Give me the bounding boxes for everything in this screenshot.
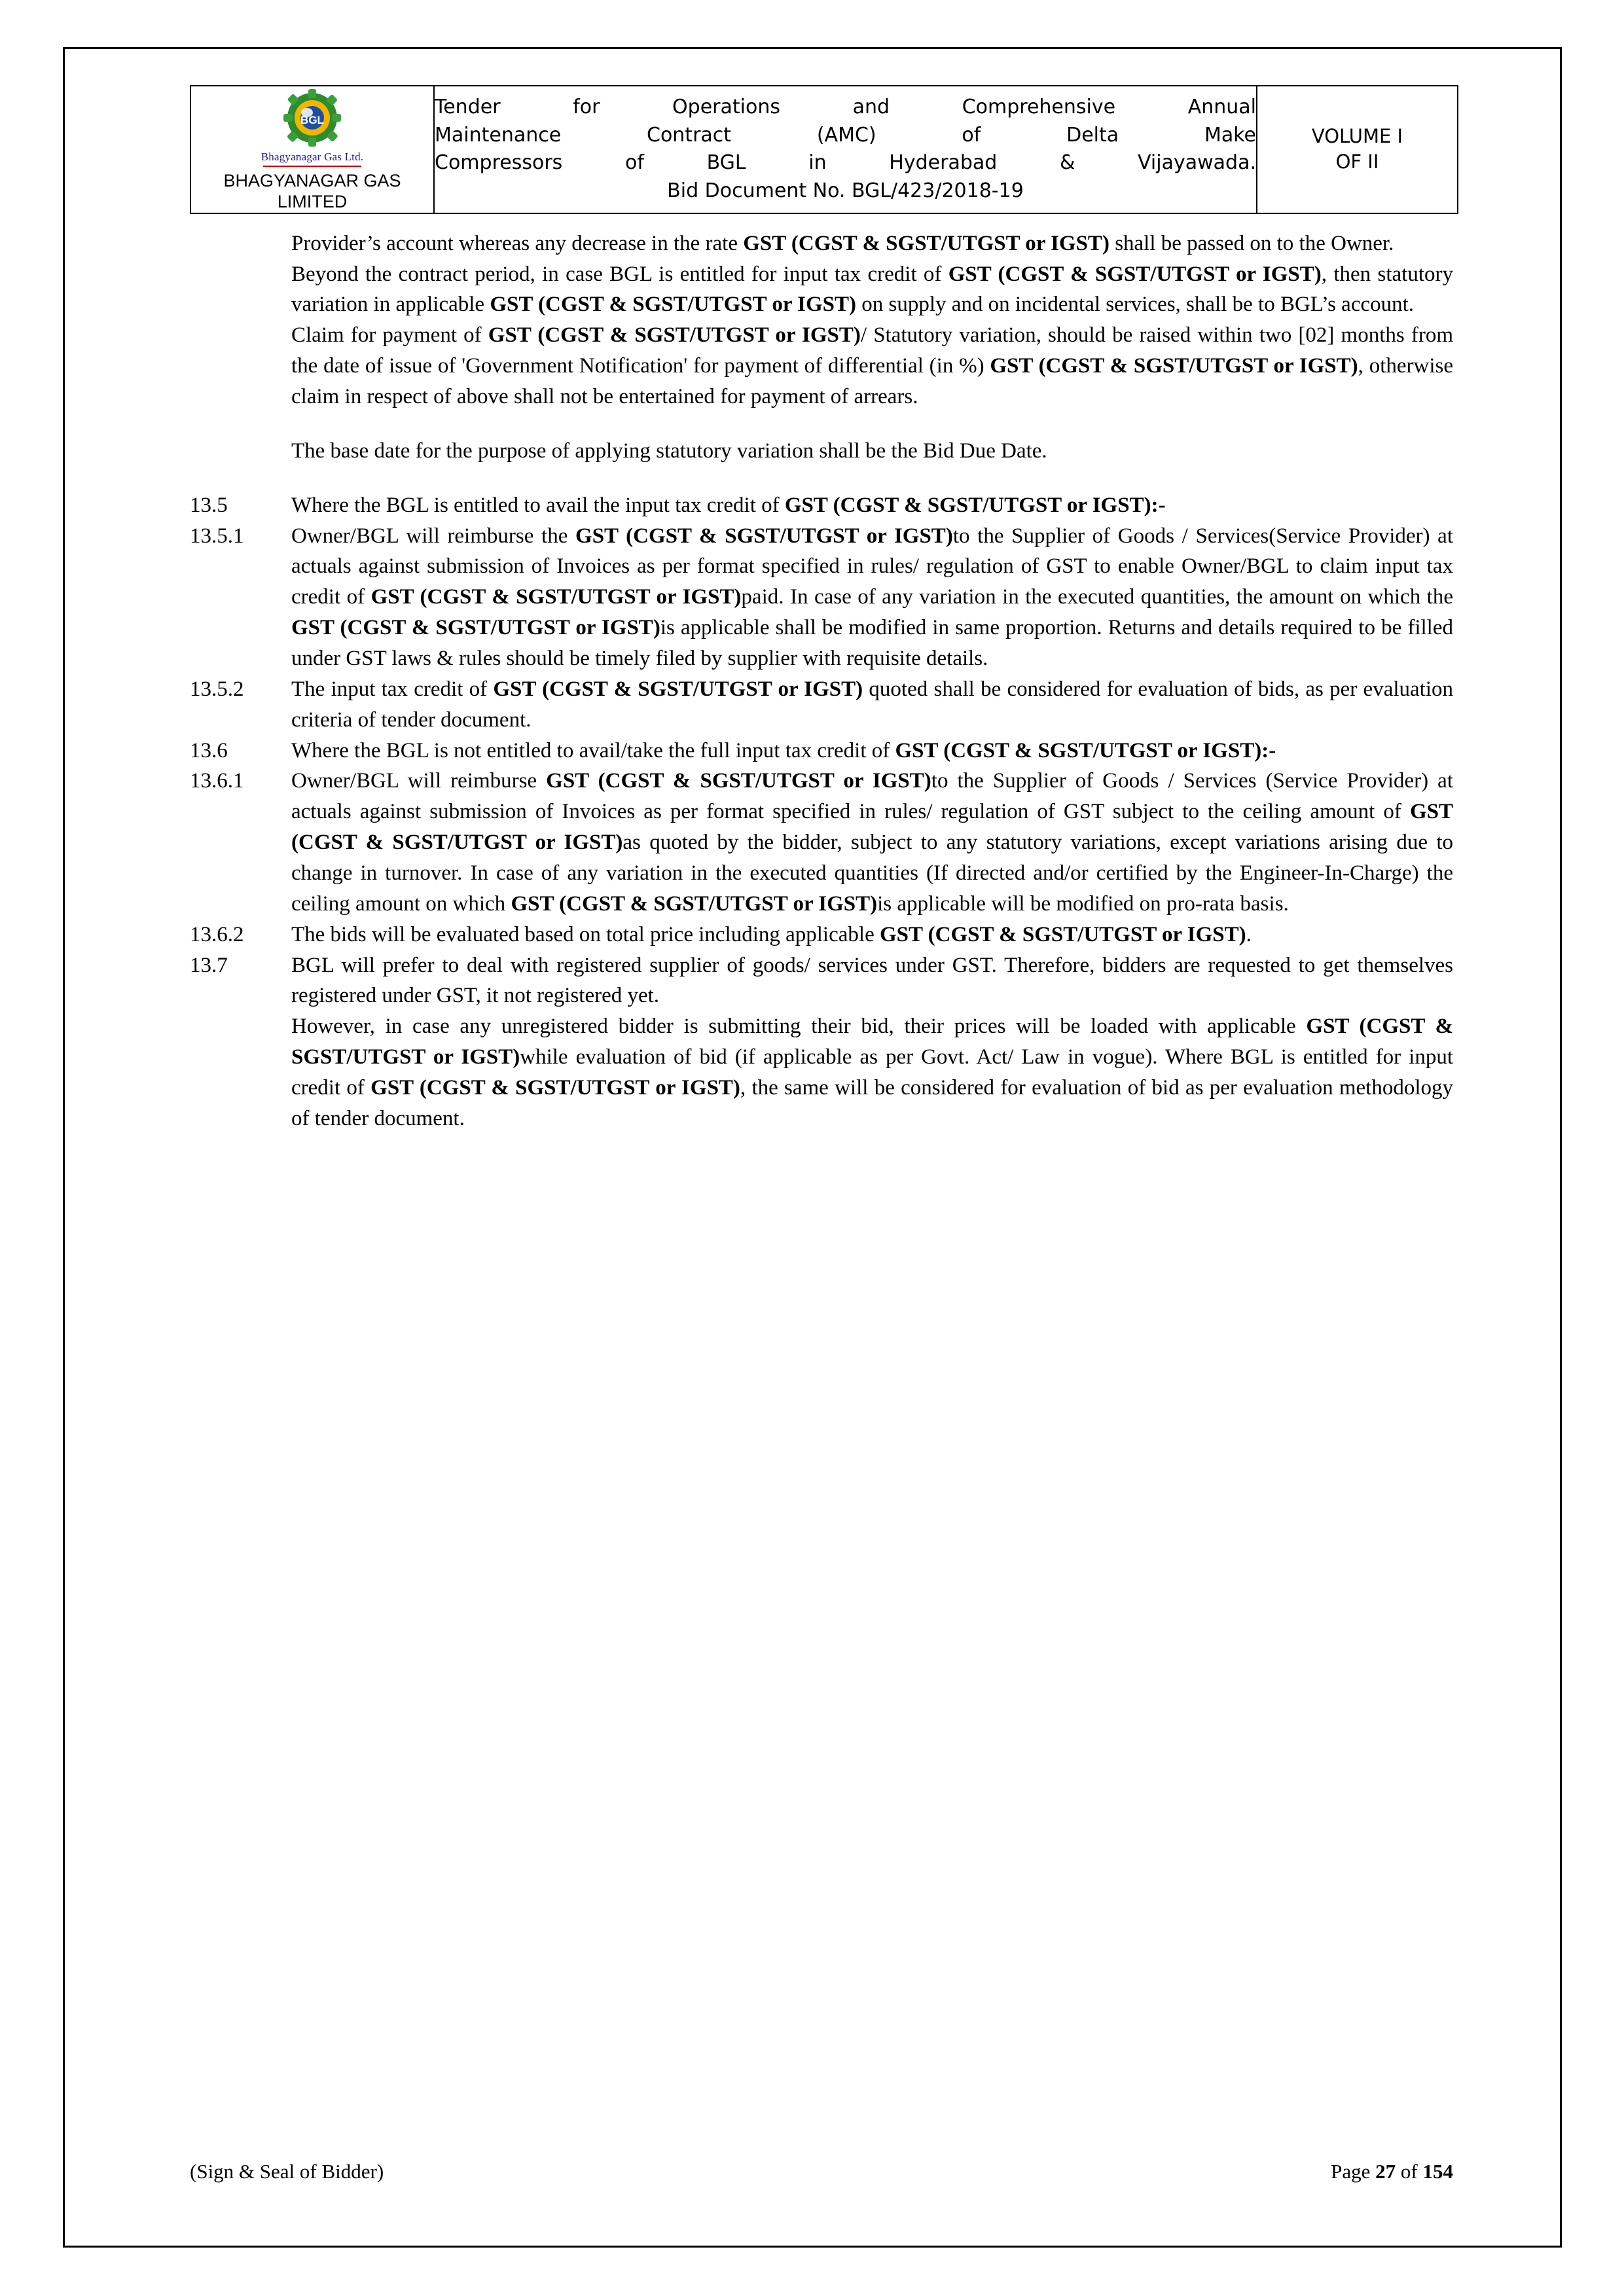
clause-13-5-1-g: is applicable shall be modified in same proportion. Returns and details required to be filled under GST laws & rules should be timely filed by supplier with requisite details.	[291, 616, 1453, 671]
clause-text	[291, 736, 1453, 766]
p2-text-e: on supply and on incidental services, shall be to BGL’s account.	[856, 293, 1415, 317]
header-title-line-2: Maintenance Contract (AMC) of Delta Make	[435, 123, 1256, 147]
paragraph-base-date: The base date for the purpose of applying statutory variation shall be the Bid Due Date.	[291, 439, 1047, 463]
page-content	[190, 85, 1453, 1134]
clause-13-6-2-a: The bids will be evaluated based on total price including applicable	[291, 922, 880, 946]
clause-text	[291, 950, 1453, 1134]
clause-13-7-para-1: BGL will prefer to deal with registered supplier of goods/ services under GST. Therefore, bidders are requested to get themselves registered under GST, it not registered yet.	[291, 953, 1453, 1008]
header-company-name	[191, 171, 433, 213]
header-title-cell	[434, 86, 1257, 213]
section-spacer	[190, 467, 1453, 490]
footer-of-word: of	[1396, 2160, 1423, 2183]
intro-paragraphs	[291, 228, 1453, 467]
header-title-line-1: Tender for Operations and Comprehensive Annual	[435, 96, 1256, 119]
header-logo-cell	[190, 86, 434, 213]
clause-text	[291, 521, 1453, 674]
footer-page-number	[1331, 2160, 1453, 2183]
clause-13-7-c: GST (CGST & SGST/UTGST or IGST)	[291, 1014, 1453, 1069]
clause-13-5-2-c: quoted shall be considered for evaluation of bids, as per evaluation criteria of tender document.	[291, 677, 1453, 732]
page-footer	[190, 2160, 1453, 2183]
clause-13-7-f: , the same will be considered for evaluation of bid as per evaluation methodology of tender document.	[291, 1076, 1453, 1130]
clause-13-6-1-c: to the Supplier of Goods / Services (Service Provider) at actuals against submission of Invoices as per format specified in rules/ regulation of GST subject to the ceiling amount of	[291, 769, 1453, 824]
p2-text-d: GST (CGST & SGST/UTGST or IGST)	[490, 293, 856, 317]
company-line-2: LIMITED	[277, 191, 348, 211]
footer-sign-seal: (Sign & Seal of Bidder)	[190, 2160, 384, 2183]
clause-number: 13.6.1	[190, 769, 244, 793]
clause-13-7-e: GST (CGST & SGST/UTGST or IGST)	[370, 1076, 740, 1100]
clause-13-5-2-b: GST (CGST & SGST/UTGST or IGST)	[493, 677, 863, 701]
clause-13-5-a: Where the BGL is entitled to avail the input tax credit of	[291, 493, 785, 517]
clause-13-5-1	[190, 521, 1453, 674]
clause-text	[291, 920, 1453, 950]
header-volume-cell	[1257, 86, 1458, 213]
p3-text-b: GST (CGST & SGST/UTGST or IGST)	[488, 323, 861, 348]
document-header-table	[190, 85, 1458, 214]
clause-13-6-1-d: GST (CGST & SGST/UTGST or IGST)	[291, 800, 1453, 855]
clause-13-6-b: GST (CGST & SGST/UTGST or IGST)	[895, 738, 1262, 762]
clause-text	[291, 674, 1453, 736]
clause-13-6-1-e: as quoted by the bidder, subject to any statutory variations, except variations arising due to change in turnover. In case of any variation in the executed quantities (If directed and/or certified by the Engineer-In-Charge) the ceiling amount on which	[291, 831, 1453, 916]
clause-13-6-a: Where the BGL is not entitled to avail/take the full input tax credit of	[291, 738, 895, 762]
clause-13-6-1-b: GST (CGST & SGST/UTGST or IGST)	[546, 769, 931, 793]
p2-text-c: , then statutory variation in applicable	[291, 262, 1453, 317]
clause-13-5-2	[190, 674, 1453, 736]
paragraph-beyond-contract-period	[291, 259, 1453, 321]
paragraph-claim-for-payment	[291, 320, 1453, 412]
clause-13-7-d: while evaluation of bid (if applicable as per Govt. Act/ Law in vogue). Where BGL is entitled for input credit of	[291, 1045, 1454, 1100]
logo-divider	[263, 166, 361, 167]
clause-13-5-b: GST (CGST & SGST/UTGST or IGST)	[784, 493, 1151, 517]
logo-wrap	[191, 89, 433, 213]
clause-13-6-1-a: Owner/BGL will reimburse	[291, 769, 547, 793]
clause-number: 13.5.2	[190, 677, 244, 701]
clause-13-6-1-g: is applicable will be modified on pro-rata basis.	[877, 891, 1289, 916]
header-title-line-3: Compressors of BGL in Hyderabad & Vijayawada.	[435, 151, 1256, 175]
document-body	[190, 228, 1453, 1134]
p2-text-a: Beyond the contract period, in case BGL is entitled for input tax credit of	[291, 262, 948, 286]
company-line-1: BHAGYANAGAR GAS	[223, 171, 401, 190]
clause-13-5-2-a: The input tax credit of	[291, 677, 494, 701]
footer-total-pages: 154	[1422, 2160, 1453, 2183]
p3-text-a: Claim for payment of	[291, 323, 488, 348]
header-bid-document-no: Bid Document No. BGL/423/2018-19	[667, 179, 1024, 202]
clause-13-5-1-f: GST (CGST & SGST/UTGST or IGST)	[291, 616, 660, 640]
clause-13-5-1-b: GST (CGST & SGST/UTGST or IGST)	[575, 524, 953, 548]
clause-number: 13.7	[190, 953, 228, 977]
clause-13-6-2-b: GST (CGST & SGST/UTGST or IGST)	[879, 922, 1246, 946]
clause-13-7-para-2	[291, 1011, 1453, 1134]
p1-text-b: GST (CGST & SGST/UTGST or IGST)	[743, 231, 1110, 255]
footer-page-word: Page	[1331, 2160, 1376, 2183]
clause-text	[291, 766, 1453, 919]
paragraph-provider-account	[291, 228, 1453, 259]
clause-13-6-1-f: GST (CGST & SGST/UTGST or IGST)	[511, 891, 878, 916]
volume-line-1: VOLUME I	[1311, 125, 1403, 148]
clause-13-5-1-a: Owner/BGL will reimburse the	[291, 524, 576, 548]
p2-text-b: GST (CGST & SGST/UTGST or IGST)	[948, 262, 1322, 286]
clause-text	[291, 490, 1453, 521]
footer-current-page: 27	[1375, 2160, 1396, 2183]
clause-number: 13.5	[190, 493, 228, 517]
clause-13-7-b: However, in case any unregistered bidder is submitting their bid, their prices will be loaded with applicable	[291, 1014, 1307, 1039]
svg-text:BGL: BGL	[300, 114, 324, 126]
bgl-gas-logo-icon	[273, 89, 352, 149]
p3-text-e: , otherwise claim in respect of above shall not be entertained for payment of arrears.	[291, 354, 1453, 409]
p1-text-a: Provider’s account whereas any decrease in the rate	[291, 231, 744, 255]
clause-13-5-1-d: GST (CGST & SGST/UTGST or IGST)	[370, 585, 742, 609]
clause-13-7	[190, 950, 1453, 1134]
clause-13-6-2-c: .	[1246, 922, 1252, 946]
clause-number: 13.6.2	[190, 922, 244, 946]
clause-13-5-1-c: to the Supplier of Goods / Services(Service Provider) at actuals against submission of Invoices as per format specified in rules/ regulation of GST to enable Owner/BGL to claim input tax credit of	[291, 524, 1453, 609]
p3-text-c: / Statutory variation, should be raised within two [02] months from the date of issue of 'Government Notification' for payment of differential (in %)	[291, 323, 1454, 378]
volume-line-2: OF II	[1335, 151, 1379, 173]
p1-text-c: shall be passed on to the Owner.	[1109, 231, 1394, 255]
p3-text-d: GST (CGST & SGST/UTGST or IGST)	[990, 354, 1358, 378]
header-row	[190, 86, 1458, 213]
clause-13-6-c: :-	[1261, 738, 1276, 762]
clause-13-5-1-e: paid. In case of any variation in the executed quantities, the amount on which the	[741, 585, 1453, 609]
clause-13-5	[190, 490, 1453, 521]
clause-13-6-2	[190, 920, 1453, 950]
clause-number: 13.5.1	[190, 524, 244, 548]
paragraph-spacer	[291, 412, 1453, 436]
logo-tagline: Bhagyanagar Gas Ltd.	[261, 151, 364, 163]
clause-13-5-c: :-	[1151, 493, 1166, 517]
clause-13-6-1	[190, 766, 1453, 919]
clause-13-6	[190, 736, 1453, 766]
clause-number: 13.6	[190, 738, 228, 762]
